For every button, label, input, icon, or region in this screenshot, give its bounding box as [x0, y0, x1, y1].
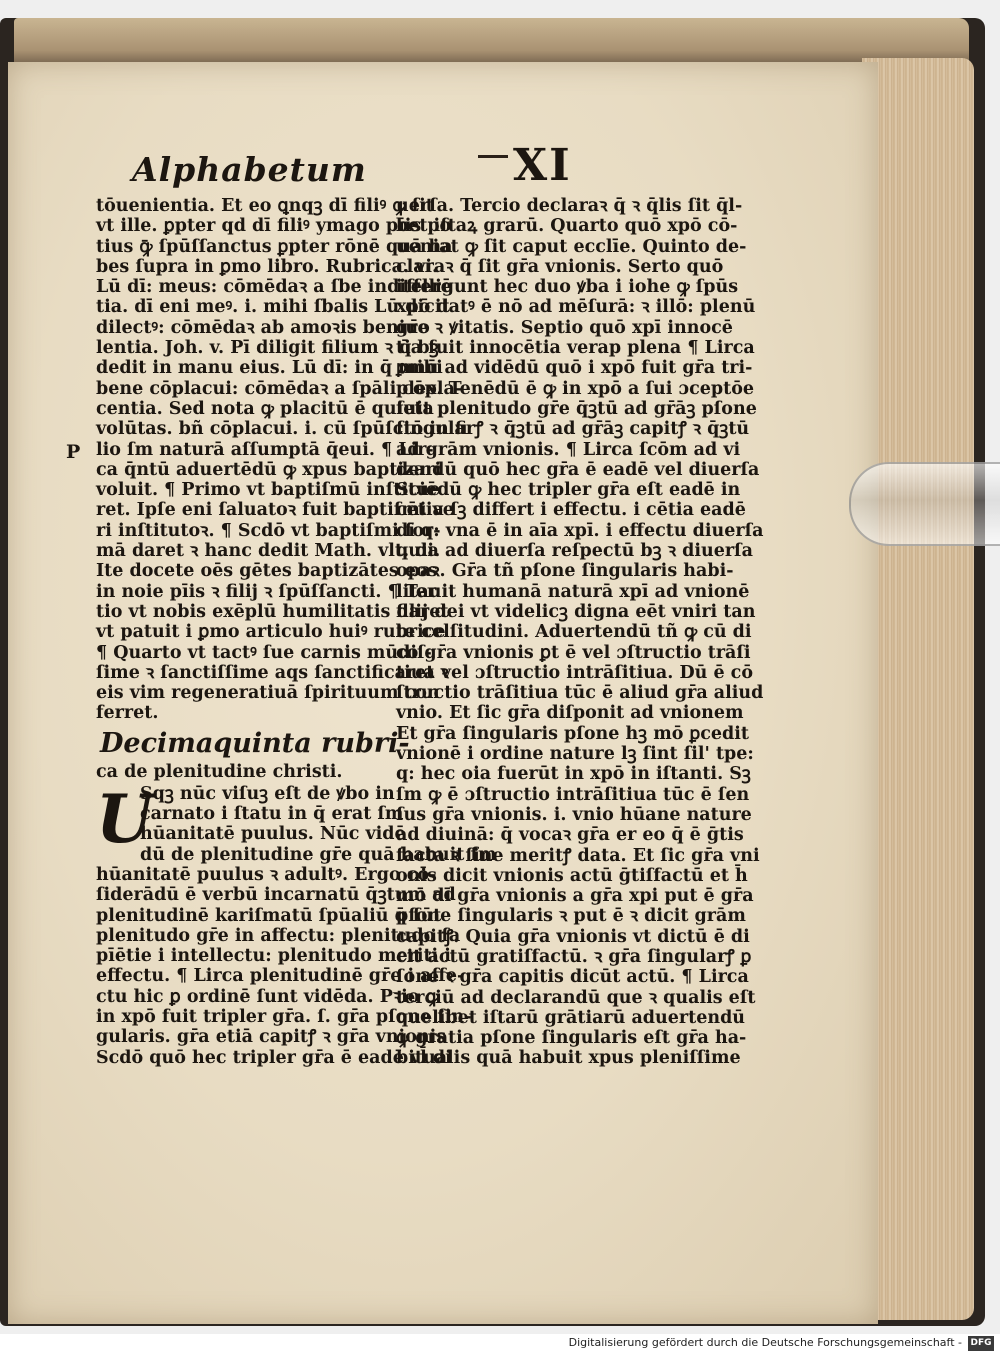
text-line: vnionē i ordine nature lꝫ ſint ſil' tpe: — [396, 744, 754, 765]
text-line: itelligunt hec duo ꝟba i iohe ꝙ ſpūs — [396, 277, 739, 298]
right-column-lines — [396, 196, 764, 1069]
text-line: plenitudo gr̄e in affectu: plenitudo ſa — [96, 925, 461, 946]
header-ornament — [478, 155, 508, 158]
text-line: Scdō quō hec tripler gr̄a ē eadē vl̄ di — [96, 1047, 452, 1068]
right-column — [396, 196, 764, 1069]
text-line: bet iſtaꝝ grarū. Quarto quō xpō cō- — [396, 216, 738, 237]
text-line: plex. Tenēdū ē ꝙ in xpō a ſui ɔceptōe — [396, 378, 755, 399]
text-line: ſingularꝭ ꝛ q̄ꝫtū ad gr̄āꝫ capitꝭ ꝛ q̄ꝫtū — [396, 419, 750, 440]
text-line: eis vim regeneratiuā ſpirituum con — [96, 683, 440, 704]
text-line: Lū dī: meus: cōmēdaꝛ a ſbe indifferē — [96, 277, 452, 298]
left-column — [96, 196, 497, 1068]
text-line: tia. dī eni meꝰ. i. mihi ſbalis Lū dicit — [96, 297, 450, 318]
text-line: in xpō fuit tripler gr̄a. ſ. gr̄a pſone ſin- — [96, 1006, 472, 1027]
text-line: mā daret ꝛ hanc dedit Math. vlt. di. — [96, 541, 441, 562]
text-line: ret. Ipſe eni ſaluatoꝛ fuit baptiſmi ve — [96, 500, 454, 521]
text-line: ad diuinā: q̄ vocaꝛ gr̄a er eo q̄ ē ḡtis — [396, 825, 744, 846]
text-line: pīētie i intellectu: plenitudo meriti i — [96, 946, 451, 967]
dfg-logo: DFG — [968, 1336, 994, 1351]
text-line: Et gr̄a ſingularis pſone hꝫ mō ꝑcedit — [396, 723, 750, 744]
text-line: ad grām vnionis. ¶ Lirca ſcōm ad vi — [396, 439, 741, 460]
text-line: gr̄e ꝛ ꝟitatis. Septio quō xpī innocē — [396, 317, 733, 338]
text-line: Sqꝫ nūc viſuꝫ eſt de ꝟbo in — [140, 783, 395, 804]
left-column-top — [96, 196, 468, 724]
text-line: ca q̄ntū aduertēdū ꝙ xpus baptizari — [96, 459, 442, 480]
text-line: mō dī gr̄a vnionis a gr̄a xpi put ē gr̄a — [396, 886, 754, 907]
text-line: bitualis quā habuit xpus pleniſſime — [396, 1048, 741, 1069]
margin-mark: P — [66, 441, 81, 463]
text-line: ſime ꝛ ſanctiſſime aqs ſanctificaret ꝛ — [96, 662, 449, 683]
text-line: ctu hic ꝑ ordinē ſunt vidēda. Pꝛio ꝙ — [96, 986, 439, 1007]
page-clip — [849, 462, 1000, 546]
text-line: effectu. ¶ Lirca plenitudinē gr̄e i affe- — [96, 966, 465, 987]
text-line: in noie pīis ꝛ filij ꝛ ſpūſſancti. ¶ Ter — [96, 581, 437, 602]
text-line: ſtructio trāſitiua tūc ē aliud gr̄a aliud — [396, 683, 764, 704]
text-line: ri inſtitutoꝛ. ¶ Scdō vt baptiſmi for- — [96, 520, 441, 541]
text-line: dī q: vna ē in aīa xpī. i effectu diuerſa — [396, 520, 764, 541]
drop-cap-initial: U — [96, 779, 154, 858]
rubric-heading: Decimaquinta rubri- — [100, 727, 410, 759]
text-line: ſone ꝛ gr̄a capitis dicūt actū. ¶ Lirca — [396, 967, 749, 988]
text-line: lio ſm naturā aſſumptā q̄eui. ¶ Lir- — [96, 439, 434, 460]
text-line: ferret. — [96, 703, 159, 724]
text-line: tiua vel ɔſtructio intrāſitiua. Dū ē cō — [396, 662, 754, 683]
text-line: carnato i ſtatu in q̄ erat ſm — [140, 804, 404, 825]
text-line: ueniat ꝙ ſit caput ecclīe. Quinto de- — [396, 236, 747, 257]
drop-cap-lines — [96, 783, 406, 845]
text-line: terciū ad declarandū que ꝛ qualis eſt — [396, 987, 756, 1008]
text-line: vt patuit i ꝑmo articulo huiꝰ rubrice — [96, 622, 446, 643]
text-line: lentia. Joh. v. Pī diligit filium ꝛ q̄ bꝫ — [96, 338, 439, 359]
text-line: quia ad diuerſa reſpectū bꝫ ꝛ diuerſa — [396, 541, 753, 562]
text-line: te celſitudini. Aduertendū tñ ꝙ cū di — [396, 622, 752, 643]
text-line: onis dicit vnionis actū ḡtiſfactū et h̄ — [396, 865, 748, 886]
text-line: vnio. Et ſic gr̄a diſponit ad vnionem — [396, 703, 744, 724]
text-line: dū de plenitudine gr̄e quā habuit ſm — [140, 844, 497, 865]
text-line: cit actū gratiſfactū. ꝛ gr̄a ſingularꝭ ꝑ — [396, 946, 752, 967]
left-column-bottom — [96, 844, 497, 1068]
funding-credit: Digitalisierung gefördert durch die Deutsche Forschungsgemeinschaft - — [568, 1336, 962, 1349]
book-fore-edge — [862, 58, 974, 1320]
text-line: uerſa. Tercio declaraꝛ q̄ ꝛ q̄lis ſit q̄l- — [396, 196, 743, 216]
text-line: opaꝛ. Gr̄a tñ pſone ſingularis habi- — [396, 561, 734, 582]
text-line: tōuenientia. Et eo ꝗnqꝫ dī filiꝰ ꝙ ſit — [96, 196, 434, 216]
rubric-subheading: ca de plenitudine christi. — [96, 761, 343, 782]
text-line: gularis. gr̄a etiā capitꝭ ꝛ gr̄a vnionis — [96, 1027, 447, 1048]
text-line: quelibet iſtarū grātiarū aduertendū — [396, 1007, 746, 1028]
text-line: filij dei vt videlicꝫ digna eēt vniri tan — [396, 601, 756, 622]
text-line: claraꝛ q̄ ſit gr̄a vnionis. Serto quō — [396, 256, 724, 277]
text-line: ſus gr̄a vnionis. i. vnio hūane nature — [396, 804, 752, 825]
text-line: centia. Sed nota ꝙ placitū ē quieta — [96, 398, 434, 419]
text-line: cētia ſꝫ differt i effectu. i cētia eadē — [396, 500, 746, 521]
text-line: ¶ Quarto vt tactꝰ ſue carnis mūdiſ- — [96, 642, 432, 663]
text-line: hūanitatē puulus ꝛ adultꝰ. Ergo cō- — [96, 864, 437, 885]
text-line: plenitudinē kariſmatū ſpūaliū q̄ ſūt — [96, 905, 442, 926]
text-line: Ite docete oēs gētes baptizātes eos — [96, 561, 438, 582]
text-line: vt ille. ꝑpter qd dī filiꝰ ymago pīis po — [96, 216, 452, 237]
text-line: pſone ſingularis ꝛ put ē ꝛ dicit grām — [396, 906, 746, 927]
text-line: dilectꝰ: cōmēdaꝛ ab amoꝛis beniuo — [96, 317, 430, 338]
text-line: xpō datꝰ ē nō ad mēſurā: ꝛ illō: plenū — [396, 297, 756, 318]
text-line: ſiderādū ē verbū incarnatū q̄ꝫtum ad — [96, 885, 456, 906]
text-line: bene cōplacui: cōmēdaꝛ a ſpāli cōpla- — [96, 378, 463, 399]
text-line: volūtas. bñ cōplacui. i. cū ſpūſctō in fi — [96, 419, 468, 440]
text-line: Sciēdū ꝙ hec tripler gr̄a eſt eadē in — [396, 480, 741, 501]
text-line: ꝑmū ad vidēdū quō i xpō fuit gr̄a tri- — [396, 358, 753, 379]
text-line: bes ſupra in ꝑmo libro. Rubrica. vi. — [96, 256, 439, 277]
text-line: tia fuit innocētia verap plena ¶ Lirca — [396, 338, 755, 359]
text-line: ſm ꝙ ē ɔſtructio intrāſitiua tūc ē ſen — [396, 784, 750, 805]
text-line: q: hec oia fuerūt in xpō in iſtanti. Sꝫ — [396, 764, 751, 785]
text-line: voluit. ¶ Primo vt baptiſmū inſtitue — [96, 480, 440, 501]
text-line: ꝙ gratia pſone ſingularis eſt gr̄a ha- — [396, 1028, 747, 1049]
text-line: litauit humanā naturā xpī ad vnionē — [396, 581, 750, 602]
text-line: capitꝭ. Quia gr̄a vnionis vt dictū ē di — [396, 926, 750, 947]
text-line: fuit plenitudo gr̄e q̄ꝫtū ad gr̄āꝫ pſone — [396, 398, 757, 419]
text-line: dedit in manu eius. Lū dī: in q̄ mihi — [96, 358, 443, 379]
text-line: tius ꝙ̄ ſpūſſanctus ꝑpter rōnē quā ha — [96, 236, 453, 257]
text-line: facta ꝛ ſine meritꝭ data. Et ſic gr̄a vni — [396, 845, 760, 866]
text-line: tio vt nobis exēplū humilitatis daret — [96, 601, 449, 622]
folio-number: XI — [513, 140, 572, 191]
text-line: hūanitatē puulus. Nūc vidē — [140, 824, 406, 845]
text-line: dendū quō hec gr̄a ē eadē vel diuerſa — [396, 459, 760, 480]
drop-cap-block — [96, 779, 406, 858]
footer-bar — [0, 1334, 1000, 1354]
text-line: co gr̄a vnionis ꝑt ē vel ɔſtructio trāſi — [396, 642, 751, 663]
running-title: Alphabetum — [132, 150, 367, 189]
